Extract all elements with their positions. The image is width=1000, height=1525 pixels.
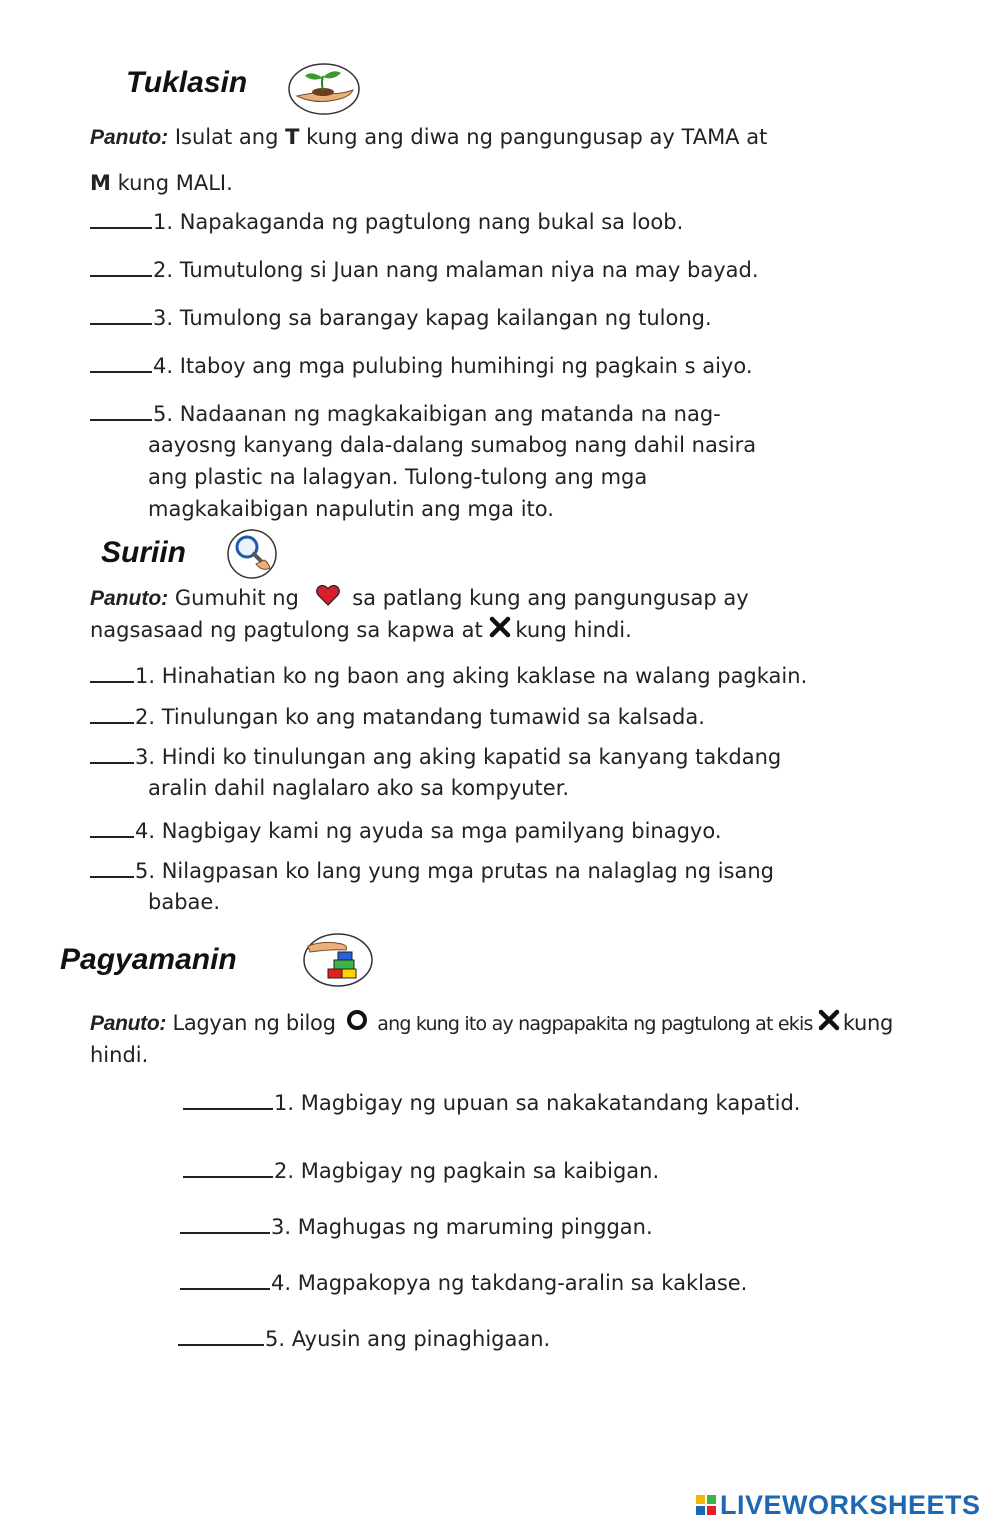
x-mark-icon (818, 1008, 840, 1040)
answer-blank[interactable] (90, 205, 152, 229)
item-text: 4. Magpakopya ng takdang-aralin sa kaklase. (271, 1271, 748, 1295)
suriin-item-2 (90, 700, 705, 733)
answer-blank[interactable] (90, 854, 134, 878)
instruction-text: kung hindi. (515, 618, 632, 642)
item-text: 2. Tinulungan ko ang matandang tumawid sa kalsada. (135, 705, 705, 729)
item-text: 5. Nilagpasan ko lang yung mga prutas na nalaglag ng isang (135, 859, 774, 883)
suriin-item-3 (90, 740, 781, 773)
suriin-instruction-line1 (90, 582, 749, 615)
instruction-t-letter: T (285, 125, 300, 149)
answer-blank[interactable] (178, 1322, 264, 1346)
item-text: 5. Nadaanan ng magkakaibigan ang matanda na nag- (153, 402, 721, 426)
tuklasin-item-2 (90, 253, 759, 286)
pagyamanin-item-4 (180, 1266, 747, 1299)
tuklasin-instruction-line2 (90, 167, 233, 199)
stacking-blocks-icon (302, 932, 374, 988)
item-text: 1. Napakaganda ng pagtulong nang bukal sa loob. (153, 210, 684, 234)
tuklasin-item-3 (90, 301, 712, 334)
panuto-label: Panuto: (90, 126, 169, 149)
answer-blank[interactable] (90, 740, 134, 764)
liveworksheets-brand: LIVEWORKSHEETS (720, 1489, 981, 1520)
item-text: 4. Itaboy ang mga pulubing humihingi ng pagkain s aiyo. (153, 354, 753, 378)
x-mark-icon (489, 615, 511, 647)
item-text: 2. Magbigay ng pagkain sa kaibigan. (274, 1159, 660, 1183)
item-text: 1. Magbigay ng upuan sa nakakatandang kapatid. (274, 1091, 801, 1115)
item-continuation: aayosng kanyang dala-dalang sumabog nang dahil nasira (148, 433, 757, 457)
tuklasin-instruction-line1 (90, 121, 767, 154)
item-text: 3. Hindi ko tinulungan ang aking kapatid sa kanyang takdang (135, 745, 782, 769)
item-continuation: babae. (148, 890, 220, 914)
answer-blank[interactable] (90, 253, 152, 277)
instruction-text: kung MALI. (110, 171, 233, 195)
instruction-m-letter: M (90, 171, 111, 195)
answer-blank[interactable] (183, 1086, 273, 1110)
item-text: 1. Hinahatian ko ng baon ang aking kaklase na walang pagkain. (135, 664, 808, 688)
answer-blank[interactable] (180, 1210, 270, 1234)
heart-icon (316, 583, 340, 615)
pagyamanin-item-1 (183, 1086, 800, 1119)
item-text: 5. Ayusin ang pinaghigaan. (265, 1327, 551, 1351)
item-continuation: magkakaibigan napulutin ang mga ito. (148, 497, 554, 521)
pagyamanin-instruction-line2: hindi. (90, 1043, 149, 1067)
panuto-label: Panuto: (90, 1012, 167, 1035)
suriin-item-1 (90, 659, 807, 692)
suriin-item-5 (90, 854, 774, 887)
tuklasin-item-5 (90, 397, 721, 430)
item-text: 4. Nagbigay kami ng ayuda sa mga pamilyang binagyo. (135, 819, 722, 843)
pagyamanin-instruction-line1 (90, 1007, 893, 1040)
panuto-label: Panuto: (90, 587, 169, 610)
suriin-title: Suriin (101, 536, 187, 569)
answer-blank[interactable] (90, 659, 134, 683)
instruction-text: Isulat ang (174, 125, 286, 149)
suriin-item-4 (90, 814, 722, 847)
plant-in-hand-icon (287, 62, 361, 116)
tuklasin-item-4 (90, 349, 753, 382)
answer-blank[interactable] (90, 397, 152, 421)
item-continuation: ang plastic na lalagyan. Tulong-tulong ang mga (148, 465, 648, 489)
pagyamanin-title: Pagyamanin (60, 943, 237, 976)
answer-blank[interactable] (90, 349, 152, 373)
answer-blank[interactable] (183, 1154, 273, 1178)
instruction-text: kung ang diwa ng pangungusap ay TAMA at (299, 125, 768, 149)
instruction-text: Lagyan ng bilog (166, 1011, 342, 1035)
answer-blank[interactable] (90, 301, 152, 325)
answer-blank[interactable] (90, 700, 134, 724)
tuklasin-item-1 (90, 205, 683, 238)
instruction-text: Gumuhit ng (168, 586, 306, 610)
pagyamanin-item-2 (183, 1154, 659, 1187)
instruction-text: sa patlang kung ang pangungusap ay (345, 586, 749, 610)
circle-icon (346, 1008, 368, 1040)
suriin-instruction-line2 (90, 614, 632, 647)
magnifying-glass-icon (226, 528, 278, 580)
item-text: 3. Maghugas ng maruming pinggan. (271, 1215, 653, 1239)
item-continuation: aralin dahil naglalaro ako sa kompyuter. (148, 776, 570, 800)
instruction-text: ang kung ito ay nagpapakita ng pagtulong at ekis (372, 1013, 818, 1035)
instruction-text: nagsasaad ng pagtulong sa kapwa at (90, 618, 490, 642)
answer-blank[interactable] (90, 814, 134, 838)
pagyamanin-item-3 (180, 1210, 653, 1243)
liveworksheets-watermark (696, 1487, 981, 1523)
pagyamanin-item-5 (178, 1322, 550, 1355)
tuklasin-title: Tuklasin (126, 66, 248, 99)
item-text: 2. Tumutulong si Juan nang malaman niya na may bayad. (153, 258, 759, 282)
item-text: 3. Tumulong sa barangay kapag kailangan ng tulong. (153, 306, 712, 330)
liveworksheets-logo-icon (696, 1495, 716, 1515)
instruction-text: kung (842, 1011, 894, 1035)
answer-blank[interactable] (180, 1266, 270, 1290)
